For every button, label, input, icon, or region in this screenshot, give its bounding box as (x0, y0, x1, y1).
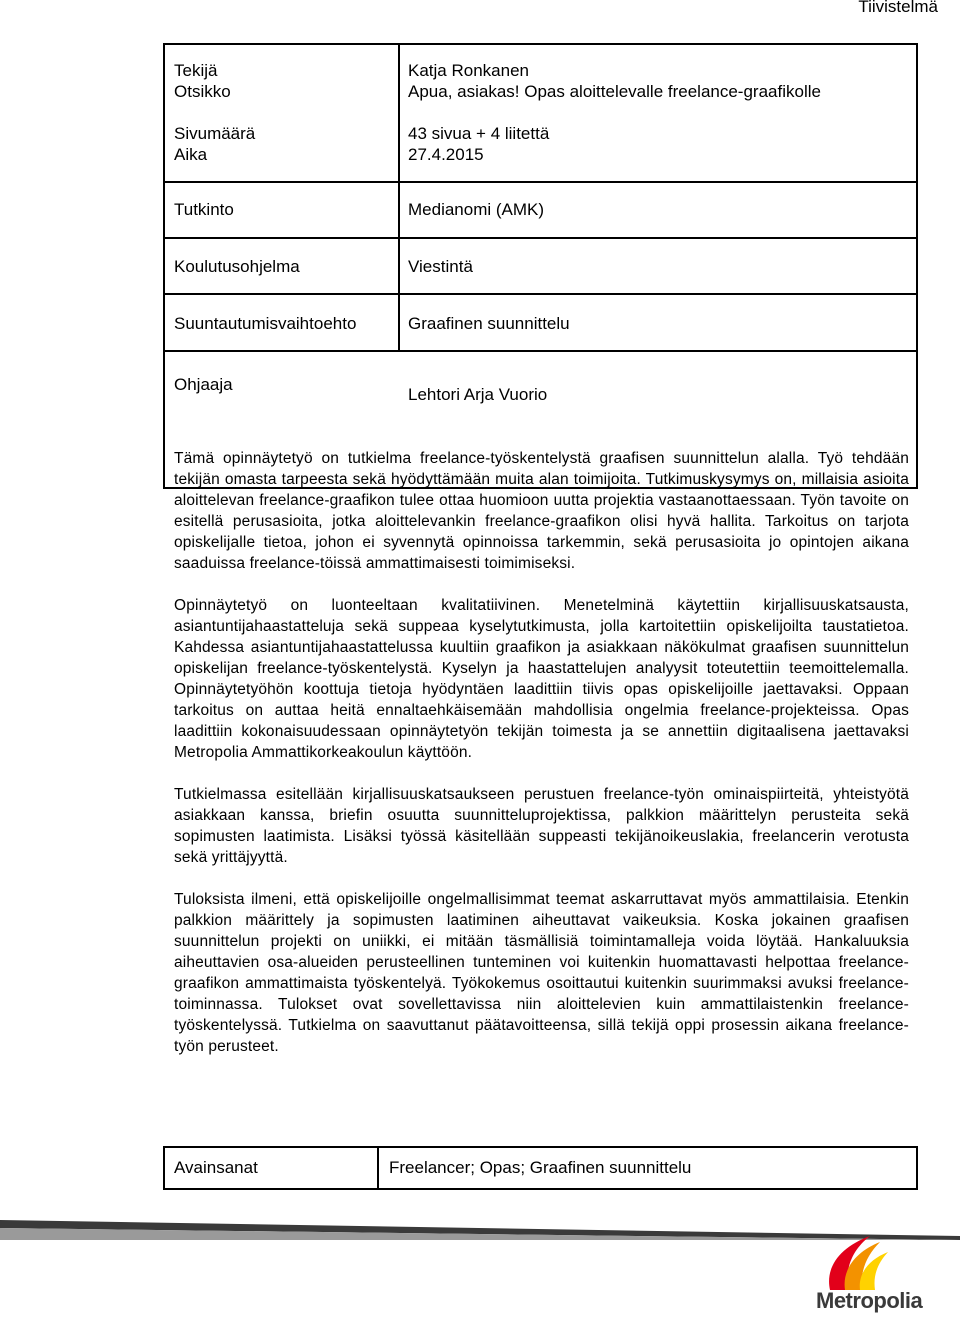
title-label: Otsikko (174, 82, 231, 101)
programme-value: Viestintä (408, 257, 473, 276)
title-value: Apua, asiakas! Opas aloittelevalle freelance-graafikolle (408, 82, 821, 101)
table-row-divider (165, 350, 916, 352)
keywords-divider (377, 1148, 379, 1188)
supervisor-value: Lehtori Arja Vuorio (408, 385, 548, 404)
date-value: 27.4.2015 (408, 145, 484, 164)
metropolia-flame-icon (800, 1232, 940, 1292)
metadata-table (163, 43, 918, 1055)
abstract-paragraph: Opinnäytetyö on luonteeltaan kvalitatiivinen. Menetelminä käytettiin kirjallisuuskatsausta, asiantuntijahaastatteluja sekä suppeaa kyselytutkimusta, jolla kartoitettiin opiskelijoilta taustatietoa. Kahdessa asiantuntijahaastattelussa kuultiin graafikon ja asiakkaan näkökulmat graafisen suunnittelun opiskelijan freelance-työskentelystä. Kyselyn ja haastattelujen analyysit toteutettiin teemoittelemalla. Opinnäytetyöhön koottuja tietoja hyödyntäen laadittiin tiivis opas opiskelijoille jaettavaksi. Oppaan tarkoitus on auttaa heitä ennaltaehkäisemään mahdollisia ongelmia freelance-projekteissa. Opas laadittiin kokonaisuudessaan opinnäytetyön tekijän toimesta ja se annettiin digitaalisena jaettavaksi Metropolia Ammattikorkeakoulun käyttöön. (174, 597, 909, 761)
table-row-divider (165, 293, 916, 295)
specialisation-label: Suuntautumisvaihtoehto (174, 314, 357, 333)
abstract-paragraph: Tutkielmassa esitellään kirjallisuuskatsaukseen perustuen freelance-työn ominaispiirteitä, yhteistyötä asiakkaan kanssa, briefin osuutta suunnitteluprojektissa, palkkion määrittelyn perusteita sekä sopimusten laatimista. Lisäksi työssä käsitellään suppeasti tekijänoikeuslakia, freelancerin verotusta sekä yrittäjyyttä. (174, 786, 909, 866)
author-value: Katja Ronkanen (408, 61, 529, 80)
metropolia-wordmark: Metropolia (816, 1288, 923, 1313)
degree-label: Tutkinto (174, 200, 234, 219)
author-label: Tekijä (174, 61, 218, 80)
document-type-heading: Tiivistelmä (858, 0, 938, 16)
specialisation-value: Graafinen suunnittelu (408, 314, 570, 333)
keywords-value: Freelancer; Opas; Graafinen suunnittelu (389, 1158, 692, 1177)
abstract-paragraph: Tuloksista ilmeni, että opiskelijoille ongelmallisimmat teemat askarruttavat myös ammattilaisia. Etenkin palkkion määrittely ja sopimusten laatiminen aiheuttavat vaikeuksia. Koska jokainen graafisen suunnittelun projekti on uniikki, ei mitään täsmällisiä toimintamalleja voida löytää. Hankaluuksia aiheuttavien osa-alueiden perusteellinen tunteminen voi kuitenkin huomattavasti helpottaa freelance-graafikon ammattimaista työskentelyä. Työkokemus osoittautui kuitenkin suurimmaksi avuksi freelance-toiminnassa. Tulokset ovat sovellettavissa niin aloittelevien kuin ammattilaistenkin freelance-työskentelyssä. Tutkielma on saavuttanut päätavoitteensa, sillä tekijä oppi prosessin aikana freelance-työn perusteet. (174, 891, 909, 1055)
keywords-label: Avainsanat (174, 1158, 258, 1177)
abstract-text (174, 448, 909, 1078)
page-count-label: Sivumäärä (174, 124, 256, 143)
metropolia-logo (800, 1232, 940, 1322)
date-label: Aika (174, 145, 208, 164)
table-column-divider (398, 45, 400, 352)
table-row-divider (165, 237, 916, 239)
keywords-table (163, 1146, 918, 1190)
abstract-paragraph: Tämä opinnäytetyö on tutkielma freelance-työskentelystä graafisen suunnittelun alalla. Työ tehdään tekijän omasta tarpeesta sekä hyödyttämään muita alan toimijoita. Tutkimuskysymys on, millaisia asioita aloittelevan freelance-graafikon tulee ottaa huomioon uutta projektia vastaanottaessaan. Työn tavoite on esitellä perusasioita, jotka aloittelevankin freelance-graafikon olisi hyvä hallita. Tarkoitus on tarjota opiskelijalle tietoa, johon ei syvennytä opinnoissa tarkemmin, sekä perusasioita jo opintojen aikana saaduissa freelance-töissä ammattimaisesti toimimiseksi. (174, 450, 909, 572)
table-row-divider (165, 181, 916, 183)
page-count-value: 43 sivua + 4 liitettä (408, 124, 550, 143)
degree-value: Medianomi (AMK) (408, 200, 545, 219)
supervisor-label: Ohjaaja (174, 375, 233, 394)
programme-label: Koulutusohjelma (174, 257, 300, 276)
